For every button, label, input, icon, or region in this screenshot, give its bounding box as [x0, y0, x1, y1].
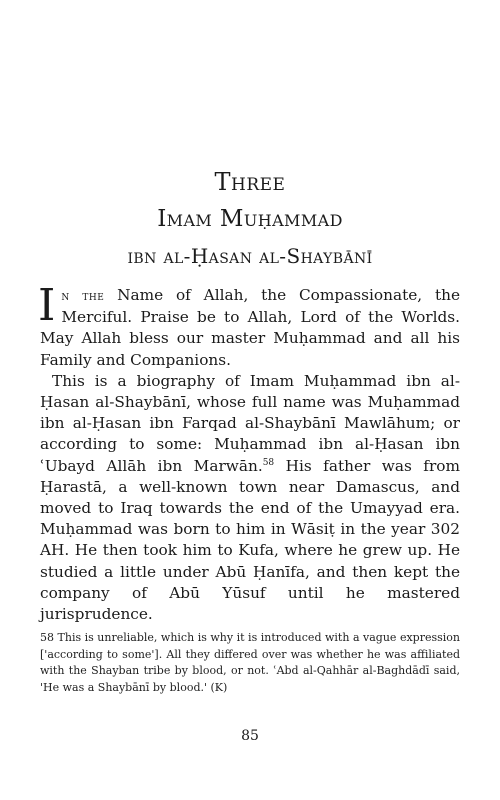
- footnote-reference: 58: [262, 457, 275, 468]
- biography-paragraph: [40, 371, 460, 625]
- drop-cap: I: [38, 280, 56, 331]
- biography-text-part1: This is a biography of Imam Muḥammad ibn al-Ḥasan al-Shaybānī, whose full name was Muḥammad ibn al-Ḥasan ibn Farqad al-Shaybānī Mawlāhum; or according to some: Muḥammad ibn al-Ḥasan ibn ʿUbayd Allāh ibn Marwān.: [40, 371, 460, 475]
- chapter-number: Three: [214, 168, 286, 196]
- chapter-subtitle: ibn al-Ḥasan al-Shaybānī: [127, 244, 373, 268]
- opening-paragraph-text: Name of Allah, the Compassionate, the Merciful. Praise be to Allah, Lord of the Worlds. May Allah bless our master Muḥammad and all his Family and Companions.: [40, 286, 461, 369]
- footnote-text: This is unreliable, which is why it is introduced with a vague expression ['according to some']. All they differed over was whether he was affiliated with the Shayban tribe by blood, or not. ʿAbd al-Qahhār al-Baghdādī said, 'He was a Shaybānī by blood.' (K): [40, 631, 460, 694]
- footnote-number: 58: [40, 631, 54, 644]
- opening-paragraph: [38, 280, 461, 371]
- page-number: 85: [241, 728, 259, 744]
- footnote: [40, 630, 460, 696]
- chapter-title: Imam Muḥammad: [157, 206, 343, 232]
- biography-text-part2: His father was from Ḥarastā, a well-known town near Damascus, and moved to Iraq towards the end of the Umayyad era. Muḥammad was born to him in Wāsiṭ in the year 302 AH. He then took him to Kufa, where he grew up. He studied a little under Abū Ḥanīfa, and then kept the company of Abū Yūsuf until he mastered jurisprudence.: [40, 456, 460, 624]
- lead-in-small-caps: n the: [61, 289, 105, 304]
- body-text: [38, 280, 461, 625]
